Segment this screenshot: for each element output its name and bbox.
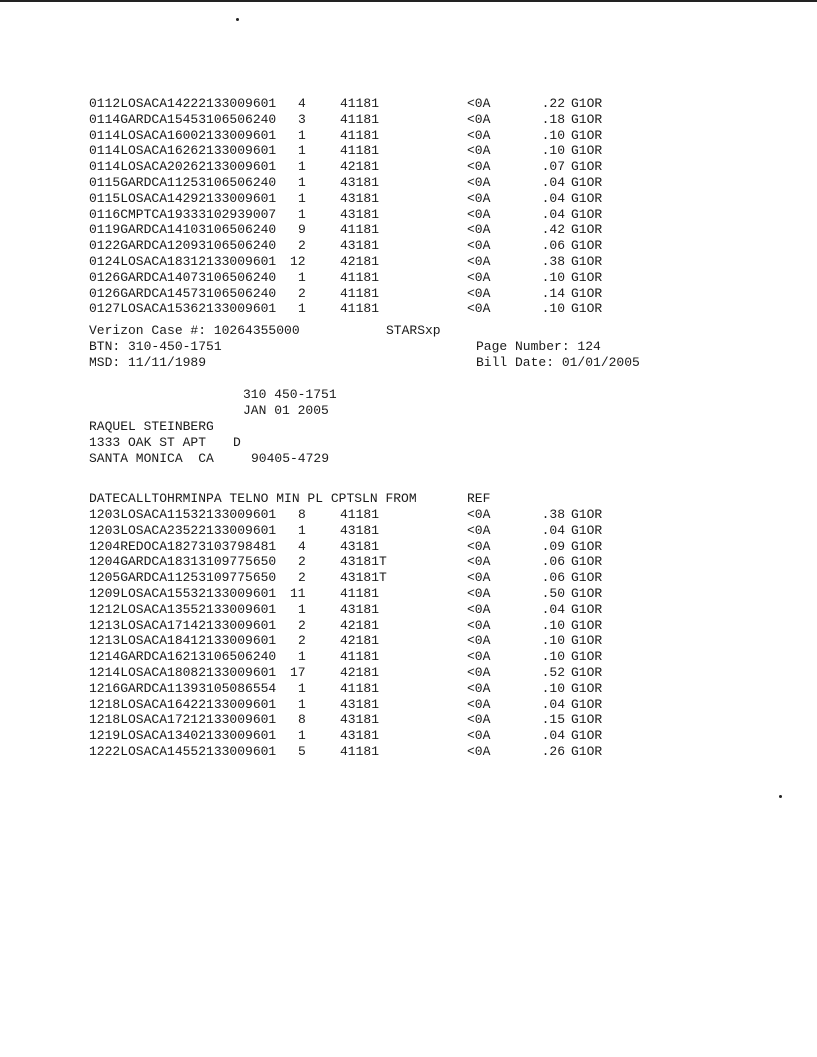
record-amount: .22 <box>541 96 565 111</box>
record-ref: <0A <box>467 522 491 538</box>
address-date: JAN 01 2005 <box>243 403 329 418</box>
record-rate-code: G1OR <box>571 712 603 728</box>
record-minutes: 2 <box>298 238 306 254</box>
record-rate-code: G1OR <box>571 649 603 665</box>
record-minutes: 2 <box>298 633 306 649</box>
record-ref: <0A <box>467 649 491 665</box>
record-code: 1214GARDCA16213106506240 <box>89 649 277 665</box>
record-cpt: 43181 <box>340 206 380 222</box>
record-cpt: 41181 <box>340 301 380 317</box>
record-cpt: 41181 <box>340 127 380 143</box>
record-amount: .42 <box>541 222 565 238</box>
record-amount: .10 <box>541 143 565 159</box>
record-amount: .06 <box>541 570 565 586</box>
record-cpt: 41181 <box>340 285 380 301</box>
msd-date: MSD: 11/11/1989 <box>89 355 207 370</box>
record-ref: <0A <box>467 190 491 206</box>
record-code: 1213LOSACA17142133009601 <box>89 617 277 633</box>
record-rate-code: G1OR <box>571 111 603 127</box>
record-minutes: 5 <box>298 744 306 759</box>
record-ref: <0A <box>467 586 491 601</box>
record-code: 0127LOSACA15362133009601 <box>89 301 277 317</box>
record-amount: .50 <box>541 586 565 601</box>
record-ref: <0A <box>467 538 491 554</box>
record-minutes: 4 <box>298 538 306 554</box>
bill-date: Bill Date: 01/01/2005 <box>476 355 640 370</box>
record-code: 1204REDOCA18273103798481 <box>89 538 277 554</box>
record-amount: .10 <box>541 649 565 665</box>
record-code: 0114LOSACA16002133009601 <box>89 127 277 143</box>
record-amount: .04 <box>541 175 565 190</box>
record-amount: .04 <box>541 206 565 222</box>
record-rate-code: G1OR <box>571 190 603 206</box>
record-minutes: 1 <box>298 649 306 665</box>
record-ref: <0A <box>467 269 491 285</box>
record-minutes: 9 <box>298 222 306 238</box>
record-code: 0119GARDCA14103106506240 <box>89 222 277 238</box>
record-cpt: 42181 <box>340 159 380 175</box>
record-code: 1209LOSACA15532133009601 <box>89 586 277 601</box>
record-minutes: 2 <box>298 285 306 301</box>
record-amount: .06 <box>541 238 565 254</box>
btn-number: BTN: 310-450-1751 <box>89 339 222 354</box>
record-cpt: 41181 <box>340 744 380 759</box>
record-ref: <0A <box>467 159 491 175</box>
record-amount: .10 <box>541 301 565 317</box>
record-rate-code: G1OR <box>571 175 603 190</box>
record-rate-code: G1OR <box>571 570 603 586</box>
record-cpt: 43181 <box>340 696 380 712</box>
record-minutes: 1 <box>298 159 306 175</box>
record-cpt: 43181 <box>340 175 380 190</box>
record-cpt: 41181 <box>340 680 380 696</box>
record-ref: <0A <box>467 680 491 696</box>
record-amount: .06 <box>541 554 565 570</box>
record-ref: <0A <box>467 712 491 728</box>
record-rate-code: G1OR <box>571 554 603 570</box>
record-ref: <0A <box>467 143 491 159</box>
record-amount: .38 <box>541 254 565 269</box>
record-code: 1203LOSACA23522133009601 <box>89 522 277 538</box>
record-minutes: 1 <box>298 127 306 143</box>
page-top-edge <box>0 0 817 2</box>
record-ref: <0A <box>467 554 491 570</box>
record-minutes: 1 <box>298 696 306 712</box>
record-amount: .38 <box>541 507 565 522</box>
record-ref: <0A <box>467 301 491 317</box>
record-code: 0122GARDCA12093106506240 <box>89 238 277 254</box>
record-rate-code: G1OR <box>571 238 603 254</box>
record-rate-code: G1OR <box>571 96 603 111</box>
record-ref: <0A <box>467 206 491 222</box>
system-name: STARSxp <box>386 323 441 338</box>
record-rate-code: G1OR <box>571 206 603 222</box>
case-number: Verizon Case #: 10264355000 <box>89 323 300 338</box>
record-cpt: 43181 <box>340 538 380 554</box>
record-cpt: 41181 <box>340 96 380 111</box>
record-cpt: 42181 <box>340 254 380 269</box>
record-ref: <0A <box>467 254 491 269</box>
record-minutes: 1 <box>298 206 306 222</box>
column-header-ref: REF <box>467 491 491 506</box>
record-rate-code: G1OR <box>571 222 603 238</box>
record-code: 1212LOSACA13552133009601 <box>89 601 277 617</box>
record-rate-code: G1OR <box>571 665 603 680</box>
record-rate-code: G1OR <box>571 586 603 601</box>
record-code: 0126GARDCA14573106506240 <box>89 285 277 301</box>
record-minutes: 3 <box>298 111 306 127</box>
record-rate-code: G1OR <box>571 159 603 175</box>
record-amount: .10 <box>541 127 565 143</box>
customer-name: RAQUEL STEINBERG <box>89 419 214 434</box>
record-code: 1214LOSACA18082133009601 <box>89 665 277 680</box>
record-code: 1222LOSACA14552133009601 <box>89 744 277 759</box>
record-rate-code: G1OR <box>571 285 603 301</box>
record-amount: .04 <box>541 728 565 744</box>
record-minutes: 17 <box>290 665 306 680</box>
record-ref: <0A <box>467 507 491 522</box>
scan-speck <box>779 795 782 798</box>
record-rate-code: G1OR <box>571 254 603 269</box>
record-cpt: 41181 <box>340 222 380 238</box>
record-ref: <0A <box>467 222 491 238</box>
record-ref: <0A <box>467 617 491 633</box>
record-rate-code: G1OR <box>571 744 603 759</box>
record-minutes: 1 <box>298 522 306 538</box>
record-rate-code: G1OR <box>571 617 603 633</box>
record-rate-code: G1OR <box>571 601 603 617</box>
record-rate-code: G1OR <box>571 143 603 159</box>
record-amount: .26 <box>541 744 565 759</box>
record-code: 1203LOSACA11532133009601 <box>89 507 277 522</box>
record-ref: <0A <box>467 238 491 254</box>
street-address: 1333 OAK ST APT <box>89 435 207 450</box>
record-minutes: 8 <box>298 507 306 522</box>
record-cpt: 43181 <box>340 238 380 254</box>
record-rate-code: G1OR <box>571 522 603 538</box>
record-rate-code: G1OR <box>571 301 603 317</box>
record-code: 0114LOSACA20262133009601 <box>89 159 277 175</box>
record-minutes: 1 <box>298 301 306 317</box>
record-minutes: 4 <box>298 96 306 111</box>
record-cpt: 43181 <box>340 712 380 728</box>
record-code: 1218LOSACA16422133009601 <box>89 696 277 712</box>
record-code: 0114LOSACA16262133009601 <box>89 143 277 159</box>
record-code: 0114GARDCA15453106506240 <box>89 111 277 127</box>
scan-speck <box>236 18 239 21</box>
record-amount: .04 <box>541 190 565 206</box>
record-ref: <0A <box>467 744 491 759</box>
record-ref: <0A <box>467 633 491 649</box>
record-rate-code: G1OR <box>571 680 603 696</box>
record-ref: <0A <box>467 96 491 111</box>
record-rate-code: G1OR <box>571 728 603 744</box>
record-cpt: 42181 <box>340 633 380 649</box>
record-amount: .04 <box>541 522 565 538</box>
record-code: 0115LOSACA14292133009601 <box>89 190 277 206</box>
record-minutes: 12 <box>290 254 306 269</box>
record-amount: .04 <box>541 696 565 712</box>
record-cpt: 41181 <box>340 586 380 601</box>
record-minutes: 1 <box>298 728 306 744</box>
record-minutes: 1 <box>298 175 306 190</box>
record-code: 0116CMPTCA19333102939007 <box>89 206 277 222</box>
record-minutes: 1 <box>298 269 306 285</box>
column-header: DATECALLTOHRMINPA TELNO MIN PL CPTSLN FROM <box>89 491 417 506</box>
record-code: 0115GARDCA11253106506240 <box>89 175 277 190</box>
record-code: 1218LOSACA17212133009601 <box>89 712 277 728</box>
record-rate-code: G1OR <box>571 507 603 522</box>
record-amount: .10 <box>541 617 565 633</box>
record-amount: .10 <box>541 269 565 285</box>
record-cpt: 41181 <box>340 143 380 159</box>
record-cpt: 43181 <box>340 190 380 206</box>
record-minutes: 8 <box>298 712 306 728</box>
record-amount: .18 <box>541 111 565 127</box>
record-cpt: 42181 <box>340 665 380 680</box>
record-ref: <0A <box>467 285 491 301</box>
record-amount: .15 <box>541 712 565 728</box>
record-code: 0112LOSACA14222133009601 <box>89 96 277 111</box>
record-minutes: 2 <box>298 554 306 570</box>
record-code: 1204GARDCA18313109775650 <box>89 554 277 570</box>
address-phone: 310 450-1751 <box>243 387 337 402</box>
record-minutes: 1 <box>298 601 306 617</box>
record-ref: <0A <box>467 175 491 190</box>
record-amount: .07 <box>541 159 565 175</box>
record-cpt: 43181 <box>340 522 380 538</box>
record-code: 1213LOSACA18412133009601 <box>89 633 277 649</box>
record-ref: <0A <box>467 570 491 586</box>
record-minutes: 1 <box>298 143 306 159</box>
record-code: 0126GARDCA14073106506240 <box>89 269 277 285</box>
record-amount: .09 <box>541 538 565 554</box>
record-minutes: 2 <box>298 617 306 633</box>
apartment: D <box>233 435 241 450</box>
record-rate-code: G1OR <box>571 538 603 554</box>
record-cpt: 43181T <box>340 554 387 570</box>
record-minutes: 2 <box>298 570 306 586</box>
record-rate-code: G1OR <box>571 696 603 712</box>
record-amount: .04 <box>541 601 565 617</box>
page-number: Page Number: 124 <box>476 339 601 354</box>
record-minutes: 1 <box>298 190 306 206</box>
record-rate-code: G1OR <box>571 269 603 285</box>
record-cpt: 43181T <box>340 570 387 586</box>
record-minutes: 1 <box>298 680 306 696</box>
record-code: 1205GARDCA11253109775650 <box>89 570 277 586</box>
record-ref: <0A <box>467 601 491 617</box>
record-ref: <0A <box>467 127 491 143</box>
record-cpt: 43181 <box>340 728 380 744</box>
record-minutes: 11 <box>290 586 306 601</box>
record-cpt: 41181 <box>340 649 380 665</box>
record-ref: <0A <box>467 111 491 127</box>
record-cpt: 41181 <box>340 269 380 285</box>
record-cpt: 41181 <box>340 507 380 522</box>
record-rate-code: G1OR <box>571 127 603 143</box>
record-code: 1219LOSACA13402133009601 <box>89 728 277 744</box>
record-amount: .10 <box>541 680 565 696</box>
record-ref: <0A <box>467 696 491 712</box>
record-cpt: 42181 <box>340 617 380 633</box>
city-state: SANTA MONICA CA <box>89 451 214 466</box>
record-amount: .52 <box>541 665 565 680</box>
record-code: 0124LOSACA18312133009601 <box>89 254 277 269</box>
record-code: 1216GARDCA11393105086554 <box>89 680 277 696</box>
record-rate-code: G1OR <box>571 633 603 649</box>
record-amount: .10 <box>541 633 565 649</box>
record-amount: .14 <box>541 285 565 301</box>
record-ref: <0A <box>467 665 491 680</box>
record-cpt: 43181 <box>340 601 380 617</box>
record-cpt: 41181 <box>340 111 380 127</box>
zip-code: 90405-4729 <box>251 451 330 466</box>
record-ref: <0A <box>467 728 491 744</box>
